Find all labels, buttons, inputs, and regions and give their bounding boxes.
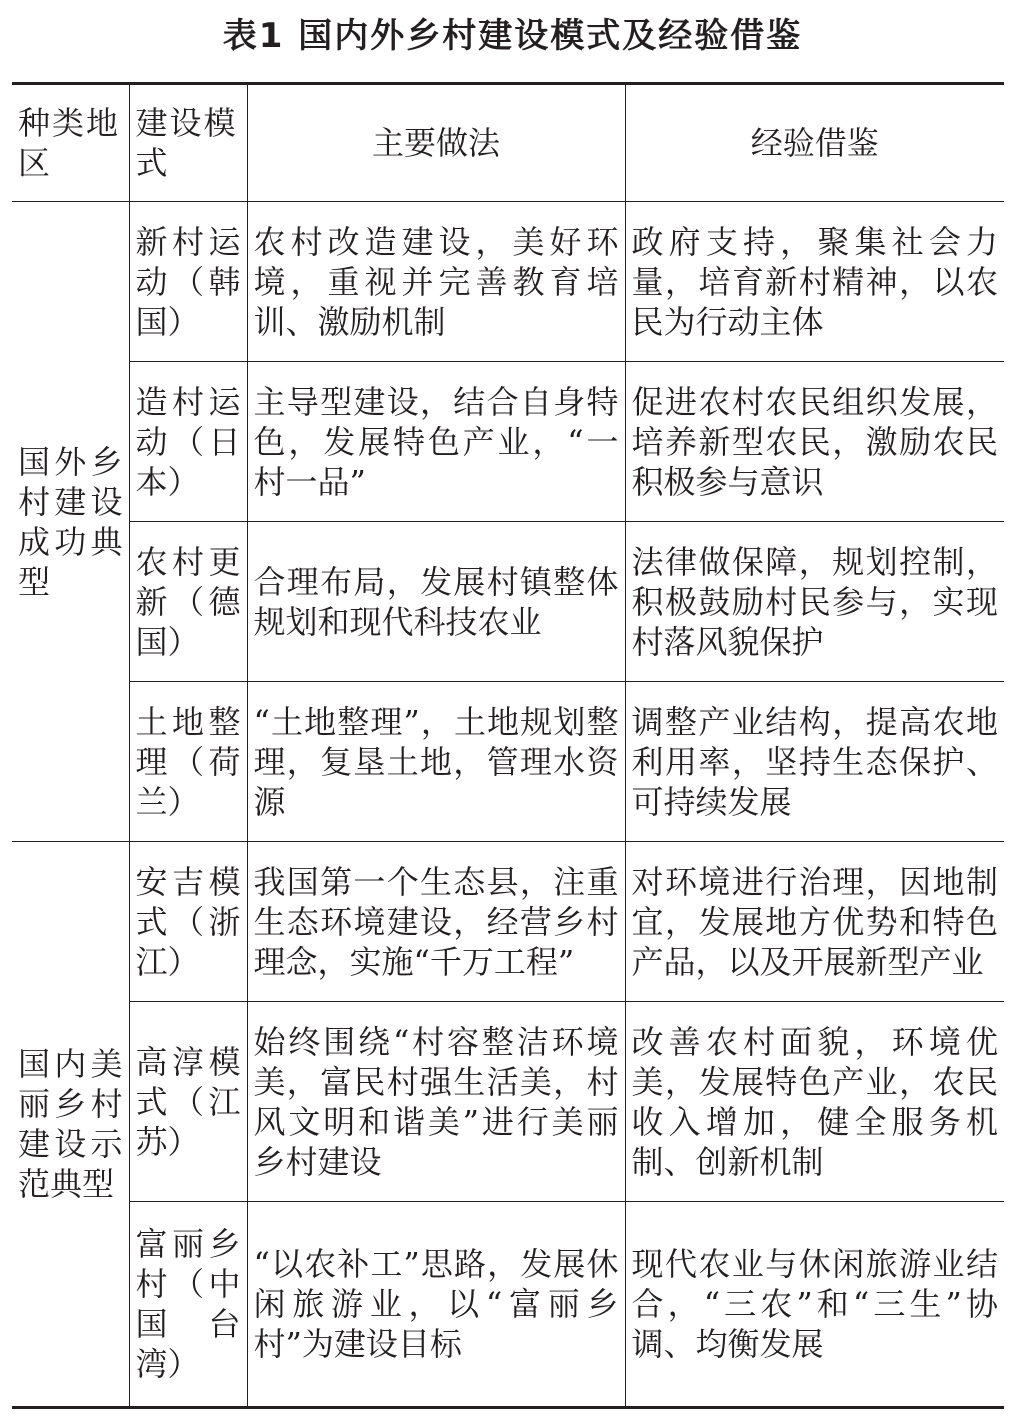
model-cell: 造村运动（日本） [129, 362, 247, 522]
table-row [12, 842, 1004, 1002]
header-category: 种类地区 [12, 84, 129, 202]
practice-cell: “土地整理”，土地规划整理，复垦土地，管理水资源 [247, 682, 625, 842]
header-model: 建设模式 [129, 84, 247, 202]
model-cell: 新村运动（韩国） [129, 202, 247, 362]
model-cell: 农村更新（德国） [129, 522, 247, 682]
header-experience: 经验借鉴 [625, 84, 1004, 202]
experience-cell: 调整产业结构，提高农地利用率，坚持生态保护、可持续发展 [625, 682, 1004, 842]
table-row [12, 1002, 1004, 1202]
model-cell: 土地整理（荷兰） [129, 682, 247, 842]
group-label-foreign: 国外乡村建设成功典型 [12, 202, 129, 842]
table-row [12, 522, 1004, 682]
table-title: 表1 国内外乡村建设模式及经验借鉴 [222, 16, 803, 56]
table-row [12, 1202, 1004, 1408]
practice-cell: “以农补工”思路，发展休闲旅游业，以“富丽乡村”为建设目标 [247, 1202, 625, 1408]
model-cell: 富丽乡村（中国台湾） [129, 1202, 247, 1408]
header-practice: 主要做法 [247, 84, 625, 202]
experience-cell: 政府支持，聚集社会力量，培育新村精神，以农民为行动主体 [625, 202, 1004, 362]
experience-cell: 法律做保障，规划控制，积极鼓励村民参与，实现村落风貌保护 [625, 522, 1004, 682]
models-table [12, 82, 1004, 1409]
experience-cell: 对环境进行治理，因地制宜，发展地方优势和特色产品，以及开展新型产业 [625, 842, 1004, 1002]
model-cell: 高淳模式（江苏） [129, 1002, 247, 1202]
table-row [12, 682, 1004, 842]
table-row [12, 202, 1004, 362]
table-row [12, 362, 1004, 522]
practice-cell: 我国第一个生态县，注重生态环境建设，经营乡村理念，实施“千万工程” [247, 842, 625, 1002]
practice-cell: 农村改造建设，美好环境，重视并完善教育培训、激励机制 [247, 202, 625, 362]
model-cell: 安吉模式（浙江） [129, 842, 247, 1002]
experience-cell: 改善农村面貌，环境优美，发展特色产业，农民收入增加，健全服务机制、创新机制 [625, 1002, 1004, 1202]
group-label-domestic: 国内美丽乡村建设示范典型 [12, 842, 129, 1408]
practice-cell: 主导型建设，结合自身特色，发展特色产业，“一村一品” [247, 362, 625, 522]
experience-cell: 促进农村农民组织发展，培养新型农民，激励农民积极参与意识 [625, 362, 1004, 522]
header-row [12, 84, 1004, 202]
practice-cell: 合理布局，发展村镇整体规划和现代科技农业 [247, 522, 625, 682]
experience-cell: 现代农业与休闲旅游业结合，“三农”和“三生”协调、均衡发展 [625, 1202, 1004, 1408]
practice-cell: 始终围绕“村容整洁环境美，富民村强生活美，村风文明和谐美”进行美丽乡村建设 [247, 1002, 625, 1202]
